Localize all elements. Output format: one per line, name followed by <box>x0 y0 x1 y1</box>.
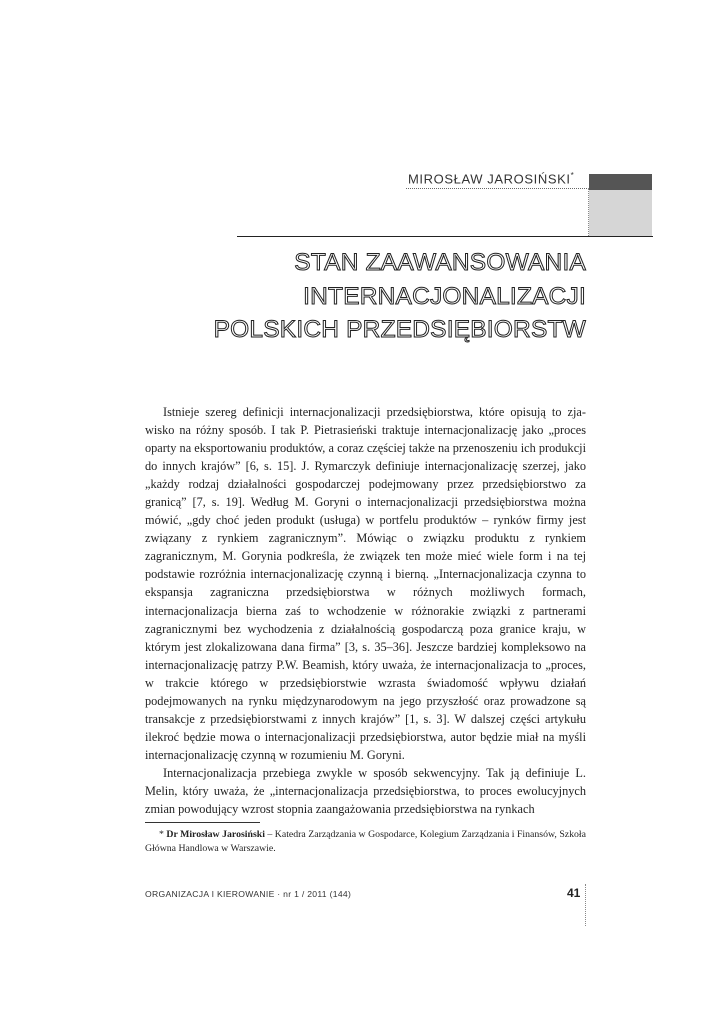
article-title <box>126 246 586 347</box>
header-grey-block <box>589 190 652 236</box>
header-dark-bar <box>589 174 652 190</box>
title-line-3: POLSKICH PRZEDSIĘBIORSTW <box>213 316 586 343</box>
title-rule <box>237 236 653 237</box>
author-footnote-mark: * <box>570 171 575 180</box>
footer-journal-info: ORGANIZACJA I KIEROWANIE · nr 1 / 2011 (144) <box>145 889 352 899</box>
page-number: 41 <box>567 886 581 900</box>
footnote-author-name: Dr Mirosław Jarosiński <box>166 829 265 840</box>
footer-dotted-vertical <box>585 884 586 926</box>
footnote-text: – Katedra Zarządzania w Gospodarce, Kolegium Zarządzania i Finansów, Szkoła Główna Handlowa w Warszawie. <box>145 829 586 854</box>
title-line-2: INTERNACJONALIZACJI <box>303 282 586 310</box>
author-dotted-rule <box>406 188 589 189</box>
title-line-1: STAN ZAAWANSOWANIA <box>294 249 586 276</box>
body-paragraph-1: Istnieje szereg definicji internacjonalizacji przedsiębiorstwa, które opisują to zjawisko na różny sposób. I tak P. Pietrasieński traktuje internacjonalizację jako „proces oparty na eksportowaniu produktów, a coraz częściej także na przenoszeniu ich produkcji do innych krajów” [6, s. 15]. J. Rymarczyk definiuje internacjonalizację szerzej, jako „każdy rodzaj działalności gospodarczej podejmowany przez przedsiębiorstwo za granicą” [7, s. 19]. Według M. Goryni o internacjonalizacji przedsiębiorstwa można mówić, „gdy choć jeden produkt (usługa) w portfelu produktów – rynków firmy jest związany z rynkiem zagranicznym”. Mówiąc o związku produktu z rynkiem zagranicznym, M. Gorynia podkreśla, że związek ten może mieć wiele form i na tej podstawie rozróżnia internacjonalizację czynną i bierną. „Internacjonalizacja czynna to ekspansja zagraniczna przedsiębiorstwa w różnych możliwych formach, internacjonalizacja bierna zaś to wchodzenie w różnorakie związki z partnerami zagranicznymi bez wychodzenia z działalnością gospodarczą poza granice kraju, w którym jest zlokalizowana dana firma” [3, s. 35–36]. Jeszcze bardziej kompleksowo na internacjonalizację patrzy P.W. Beamish, który uważa, że internacjonalizacja to „proces, w trakcie którego w przedsiębiorstwie wzrasta świadomość wpływu działań podejmowanych na rynku międzynarodowym na jego przyszłość oraz prowadzone są transakcje z przedsiębiorstwami z innych krajów” [1, s. 3]. W dalszej części artykułu ilekroć będzie mowa o internacjonalizacji przedsiębiorstwa, autor będzie miał na myśli internacjonalizację czynną w rozumieniu M. Goryni. <box>145 405 586 762</box>
article-body <box>145 403 586 818</box>
header-dotted-vertical <box>588 188 589 236</box>
footnote-rule <box>145 822 260 823</box>
author-name <box>408 171 574 186</box>
footnote-mark: * <box>159 829 164 840</box>
footnote <box>145 828 586 856</box>
author-name-text: MIROSŁAW JAROSIŃSKI <box>408 171 571 187</box>
body-paragraph-2: Internacjonalizacja przebiega zwykle w sposób sekwencyjny. Tak ją definiuje L. Melin, który uważa, że „internacjonalizacja przedsiębiorstwa, to proces ewolucyjnych zmian powodujący wzrost stopnia zaangażowania przedsiębiorstwa na rynkach <box>145 765 586 817</box>
